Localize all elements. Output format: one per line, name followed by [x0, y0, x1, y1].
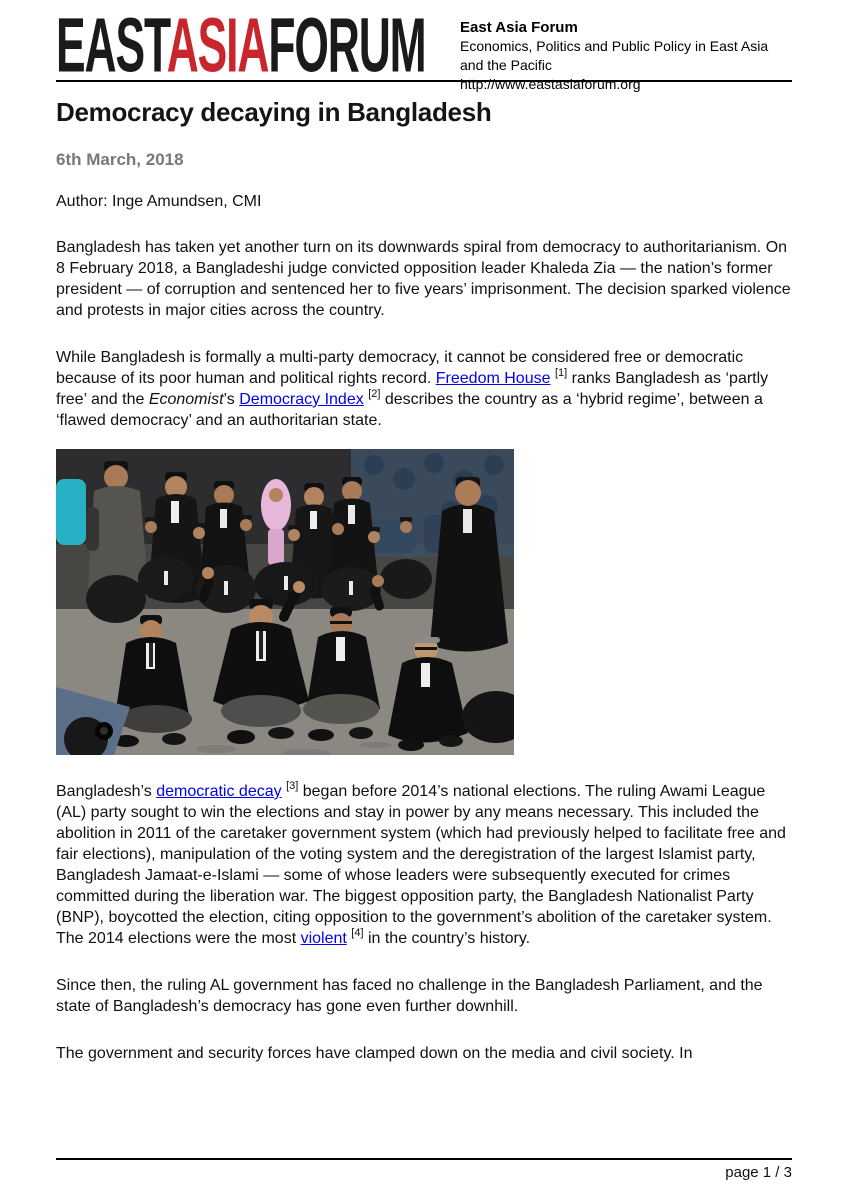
logo-wordmark [56, 2, 426, 89]
site-name: East Asia Forum [460, 19, 578, 36]
text-run: Bangladesh’s [56, 783, 157, 800]
text-run: in the country’s history. [363, 930, 531, 947]
text-run: While Bangladesh is formally a multi-party democracy, it cannot be considered free or democratic because of its poor human and political rights record. [56, 349, 744, 387]
footnote-ref: [4] [351, 927, 364, 939]
text-run: Since then, the ruling AL government has faced no challenge in the Bangladesh Parliament, and the state of Bangladesh’s democracy has gone even further downhill. [56, 977, 763, 1015]
article-date: 6th March, 2018 [56, 150, 184, 169]
inline-link[interactable]: Freedom House [435, 370, 551, 387]
inline-link[interactable]: democratic decay [156, 783, 282, 800]
footnote-ref: [3] [286, 780, 299, 792]
inline-link[interactable]: violent [300, 930, 347, 947]
text-run: began before 2014’s national elections. The ruling Awami League (AL) party sought to win the elections and stay in power by any means necessary. This included the abolition in 2011 of the caretaker government system (which had previously helped to facilitate free and fair elections), manipulation of the voting system and the deregistration of the largest Islamist party, Bangladesh Jamaat-e-Islami — some of whose leaders were subsequently executed for crimes committed during the liberation war. The biggest opposition party, the Bangladesh Nationalist Party (BNP), boycotted the election, citing opposition to the government’s abolition of the caretaker system. The 2014 elections were the most [56, 783, 786, 947]
article [0, 97, 850, 1064]
paragraph [56, 781, 792, 949]
text-run: ranks Bangladesh as ‘partly free’ and the [56, 370, 769, 408]
site-url: http://www.eastasiaforum.org [460, 76, 641, 92]
article-photo [56, 449, 514, 755]
site-info [460, 16, 792, 94]
inline-link[interactable]: Democracy Index [239, 391, 364, 408]
paragraph [56, 975, 792, 1017]
text-run: The government and security forces have clamped down on the media and civil society. In [56, 1045, 693, 1062]
text-run: ’s [223, 391, 240, 408]
paragraph [56, 347, 792, 431]
text-run: Bangladesh has taken yet another turn on its downwards spiral from democracy to authoritarianism. On 8 February 2018, a Bangladeshi judge convicted opposition leader Khaleda Zia — the nation’s former president — of corruption and sentenced her to five years’ imprisonment. The decision sparked violence and protests in major cities across the country. [56, 239, 791, 319]
site-tagline-line1: Economics, Politics and Public Policy in East Asia [460, 38, 769, 54]
logo-segment: ASIA [166, 2, 269, 89]
page-number: page 1 / 3 [725, 1164, 792, 1181]
article-author: Author: Inge Amundsen, CMI [56, 193, 262, 210]
footnote-ref: [1] [554, 367, 568, 379]
article-body-after-photo [56, 781, 792, 1064]
emphasis-text: Economist [148, 391, 224, 408]
page-footer [56, 1158, 792, 1181]
footer-divider [56, 1158, 792, 1160]
paragraph [56, 1043, 792, 1064]
logo-segment: EAST [56, 2, 167, 89]
logo-segment: FORUM [268, 2, 426, 89]
paragraph [56, 237, 792, 321]
article-body-before-photo [56, 237, 792, 431]
protest-photo-illustration [56, 449, 514, 755]
page-header [0, 0, 850, 92]
footnote-ref: [2] [368, 388, 381, 400]
east-asia-forum-logo [56, 2, 451, 89]
site-tagline-line2: and the Pacific [460, 57, 552, 73]
article-title: Democracy decaying in Bangladesh [56, 97, 492, 127]
text-run: describes the country as a ‘hybrid regime’, between a ‘flawed democracy’ and an authoritarian state. [56, 391, 763, 429]
